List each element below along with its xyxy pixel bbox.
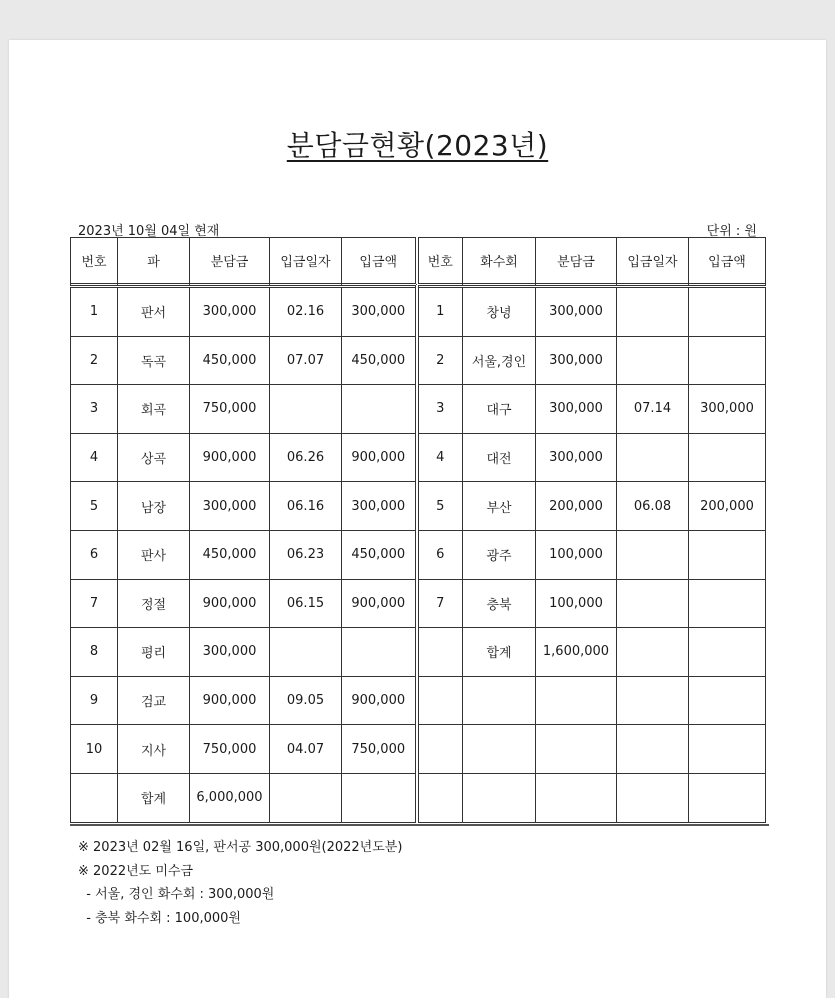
table-cell: 검교 [118, 676, 190, 725]
bottom-rule [70, 824, 769, 826]
table-cell [617, 530, 689, 579]
table-cell [617, 628, 689, 677]
table-cell: 독곡 [118, 336, 190, 385]
header-cell: 분담금 [536, 238, 617, 284]
table-cell [417, 628, 463, 677]
table-row [71, 433, 766, 482]
table-cell: 5 [71, 482, 118, 531]
table-cell: 300,000 [536, 433, 617, 482]
table-cell: 200,000 [689, 482, 766, 531]
table-cell: 06.15 [270, 579, 342, 628]
header-cell: 분담금 [190, 238, 270, 284]
table-cell [617, 773, 689, 822]
document-title: 분담금현황(2023년) [286, 129, 549, 162]
table-cell: 07.07 [270, 336, 342, 385]
table-cell: 900,000 [342, 676, 417, 725]
table-cell: 2 [71, 336, 118, 385]
table-cell: 4 [71, 433, 118, 482]
table-cell: 판서 [118, 287, 190, 337]
table-cell: 900,000 [190, 433, 270, 482]
table-cell: 300,000 [536, 336, 617, 385]
header-cell: 번호 [71, 238, 118, 284]
table-cell: 04.07 [270, 725, 342, 774]
table-cell: 3 [71, 385, 118, 434]
table-cell: 100,000 [536, 530, 617, 579]
table-cell: 지사 [118, 725, 190, 774]
table-cell: 대전 [463, 433, 536, 482]
table-cell: 2 [417, 336, 463, 385]
table-row [71, 336, 766, 385]
table-cell: 09.05 [270, 676, 342, 725]
table-cell [689, 773, 766, 822]
table-cell [463, 676, 536, 725]
table-cell: 1 [417, 287, 463, 337]
table-cell: 300,000 [190, 628, 270, 677]
table-cell [342, 628, 417, 677]
table-cell: 900,000 [190, 579, 270, 628]
table-cell [71, 773, 118, 822]
table-cell: 07.14 [617, 385, 689, 434]
table-row [71, 287, 766, 337]
table-cell [689, 676, 766, 725]
table-cell [536, 773, 617, 822]
table-cell: 6,000,000 [190, 773, 270, 822]
table-cell: 9 [71, 676, 118, 725]
table-cell [270, 385, 342, 434]
table-cell: 정절 [118, 579, 190, 628]
date-line: 2023년 10월 04일 현재 [78, 224, 220, 239]
table-cell: 상곡 [118, 433, 190, 482]
note-line: ※ 2022년도 미수금 [78, 863, 194, 879]
table-cell: 충북 [463, 579, 536, 628]
table-cell: 750,000 [190, 385, 270, 434]
table-cell [689, 530, 766, 579]
table-cell [536, 676, 617, 725]
table-header-row [71, 238, 766, 284]
table-cell: 판사 [118, 530, 190, 579]
table-cell: 900,000 [342, 579, 417, 628]
table-cell: 900,000 [190, 676, 270, 725]
unit-label: 단위 : 원 [706, 224, 757, 239]
table-cell [270, 628, 342, 677]
table-cell: 회곡 [118, 385, 190, 434]
note-line: - 충북 화수회 : 100,000원 [78, 910, 241, 926]
table-cell: 450,000 [190, 336, 270, 385]
table-cell [417, 725, 463, 774]
table-cell: 합계 [118, 773, 190, 822]
table-cell [689, 579, 766, 628]
table-cell: 300,000 [190, 482, 270, 531]
table-cell [417, 773, 463, 822]
table-cell: 300,000 [342, 482, 417, 531]
table-cell [689, 628, 766, 677]
table-cell: 6 [71, 530, 118, 579]
table-cell: 광주 [463, 530, 536, 579]
table-cell: 서울,경인 [463, 336, 536, 385]
table-cell: 300,000 [536, 385, 617, 434]
header-cell: 입금액 [689, 238, 766, 284]
table-row [71, 628, 766, 677]
table-cell: 900,000 [342, 433, 417, 482]
header-cell: 입금일자 [270, 238, 342, 284]
table-cell: 450,000 [190, 530, 270, 579]
table-cell [617, 579, 689, 628]
table-cell: 1,600,000 [536, 628, 617, 677]
table-cell [689, 287, 766, 337]
notes-section [78, 836, 402, 930]
table-cell: 1 [71, 287, 118, 337]
table-cell: 평리 [118, 628, 190, 677]
header-cell: 번호 [417, 238, 463, 284]
table-row [71, 773, 766, 822]
table-cell: 300,000 [190, 287, 270, 337]
table-cell: 300,000 [689, 385, 766, 434]
table-cell [342, 385, 417, 434]
table-cell [617, 433, 689, 482]
table-cell: 06.08 [617, 482, 689, 531]
table-cell [617, 725, 689, 774]
table-cell [689, 433, 766, 482]
table-cell: 부산 [463, 482, 536, 531]
table-cell: 4 [417, 433, 463, 482]
table-cell: 06.26 [270, 433, 342, 482]
note-line: - 서울, 경인 화수회 : 300,000원 [78, 887, 275, 902]
header-cell: 입금일자 [617, 238, 689, 284]
table-cell [689, 336, 766, 385]
table-row [71, 482, 766, 531]
table-row [71, 385, 766, 434]
table-cell: 750,000 [342, 725, 417, 774]
table-row [71, 725, 766, 774]
table-cell [689, 725, 766, 774]
table-cell: 10 [71, 725, 118, 774]
table-cell [617, 336, 689, 385]
header-cell: 입금액 [342, 238, 417, 284]
table-cell: 창녕 [463, 287, 536, 337]
table-cell: 100,000 [536, 579, 617, 628]
table-cell: 3 [417, 385, 463, 434]
table-cell: 5 [417, 482, 463, 531]
table-cell [463, 725, 536, 774]
table-cell: 8 [71, 628, 118, 677]
table-cell: 남장 [118, 482, 190, 531]
note-line: ※ 2023년 02월 16일, 판서공 300,000원(2022년도분) [78, 840, 403, 855]
table-row [71, 530, 766, 579]
table-row [71, 676, 766, 725]
header-cell: 파 [118, 238, 190, 284]
table-cell: 750,000 [190, 725, 270, 774]
table-cell: 02.16 [270, 287, 342, 337]
table-cell: 450,000 [342, 530, 417, 579]
header-cell: 화수회 [463, 238, 536, 284]
table-cell [536, 725, 617, 774]
table-cell: 300,000 [536, 287, 617, 337]
table-cell: 06.16 [270, 482, 342, 531]
table-cell: 300,000 [342, 287, 417, 337]
table-cell: 6 [417, 530, 463, 579]
table-cell [617, 676, 689, 725]
table-cell: 7 [71, 579, 118, 628]
table-cell: 06.23 [270, 530, 342, 579]
table-cell: 450,000 [342, 336, 417, 385]
table-cell [417, 676, 463, 725]
table-cell [463, 773, 536, 822]
table-cell: 200,000 [536, 482, 617, 531]
table-cell: 합계 [463, 628, 536, 677]
table-row [71, 579, 766, 628]
contribution-table [70, 237, 766, 823]
table-cell: 대구 [463, 385, 536, 434]
table-cell [617, 287, 689, 337]
table-cell: 7 [417, 579, 463, 628]
table-cell [270, 773, 342, 822]
table-cell [342, 773, 417, 822]
